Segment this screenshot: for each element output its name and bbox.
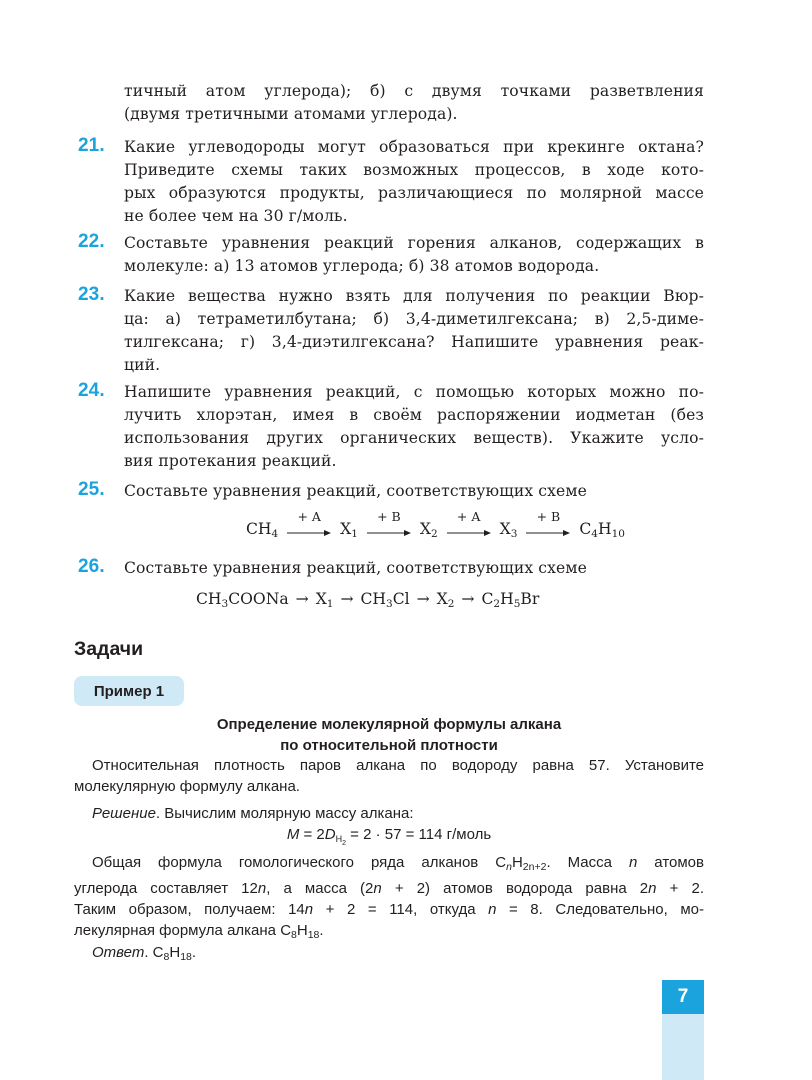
task-line: Составьте уравнения реакций, соответствующих схеме (124, 559, 587, 577)
task-21 (78, 136, 704, 228)
reagent-label: + A (456, 509, 481, 524)
answer-line: Ответ. $C_8H_{18}$. (92, 944, 197, 963)
task-line: молекуле: а) 13 атомов углерода; б) 38 атомов водорода. (124, 257, 600, 275)
paragraph-line: Общая формула гомологического ряда алканов $C_nH_{2n+2}$. Масса n атомов (92, 854, 704, 873)
task-number: 24. (78, 380, 105, 401)
task-number: 21. (78, 135, 105, 156)
task-26 (78, 557, 704, 580)
section-heading: Задачи (74, 638, 144, 660)
reaction-arrow (367, 509, 411, 537)
task-number: 25. (78, 479, 105, 500)
reagent-label: + B (536, 509, 561, 524)
paragraph-line: лекулярная формула алкана $C_8H_{18}$. (74, 922, 324, 941)
example-title-line-2: по относительной плотности (280, 737, 498, 754)
paragraph-line: Таким образом, получаем: 14n + 2 = 114, откуда n = 8. Следовательно, мо- (74, 901, 704, 918)
task-line: рых образуются продукты, различающиеся по молярной массе (124, 184, 704, 202)
reaction-scheme-26 (196, 590, 539, 610)
species: $X_3$ (499, 520, 518, 540)
solution-label: Решение (92, 805, 156, 822)
task-line: не более чем на 30 г/моль. (124, 207, 348, 225)
answer-label: Ответ (92, 944, 145, 961)
reaction-scheme-25 (246, 509, 625, 540)
task-23 (78, 285, 704, 377)
solution-text: . Вычислим молярную массу алкана: (155, 805, 414, 822)
task-line: Приведите схемы таких возможных процессов, в ходе кото- (124, 161, 704, 179)
species: $X_1$ (315, 590, 334, 610)
paragraph-line: углерода составляет 12n, а масса (2n + 2) атомов водорода равна 2n + 2. (74, 880, 704, 897)
problem-statement (74, 755, 704, 797)
species: $C_2H_5Br$ (481, 590, 540, 610)
problem-line-1: Относительная плотность паров алкана по водороду равна 57. Установите (92, 757, 704, 774)
task-line: ца: а) тетраметилбутана; б) 3,4-диметилгексана; в) 2,5-диме- (124, 310, 704, 328)
reaction-arrow: → (295, 590, 309, 608)
task-number: 23. (78, 284, 105, 305)
task-line: Составьте уравнения реакций, соответствующих схеме (124, 482, 587, 500)
species: $X_1$ (340, 520, 358, 540)
molar-mass-formula: $M = 2D_{H_2} = 2 \cdot 57 = 114$ г/моль (286, 826, 492, 847)
page-edge-strip (662, 1014, 704, 1080)
task-line: вия протекания реакций. (124, 452, 337, 470)
example-badge: Пример 1 (74, 676, 184, 706)
reagent-label: + A (297, 509, 321, 524)
task-line: ций. (124, 356, 161, 374)
task-25 (78, 480, 704, 503)
solution-line (74, 803, 704, 824)
task-line: тилгексана; г) 3,4-диэтилгексана? Напишите уравнения реак- (124, 333, 704, 351)
species: $X_2$ (436, 590, 455, 610)
task-line: Какие углеводороды могут образоваться при крекинге октана? (124, 138, 704, 156)
reaction-arrow (526, 509, 570, 537)
reaction-arrow: → (340, 590, 354, 608)
reaction-arrow: → (416, 590, 430, 608)
species: $C_4H_{10}$ (579, 520, 625, 540)
task-number: 26. (78, 556, 105, 577)
task-22 (78, 232, 704, 278)
task-24 (78, 381, 704, 473)
task-line: лучить хлорэтан, имея в своём распоряжении иодметан (без (124, 406, 704, 424)
page-number: 7 (662, 980, 704, 1014)
task-number: 22. (78, 231, 105, 252)
reaction-arrow (447, 509, 491, 537)
intro-paragraph (124, 80, 704, 126)
species: $X_2$ (419, 520, 438, 540)
intro-line-2: (двумя третичными атомами углерода). (124, 105, 458, 123)
task-line: Какие вещества нужно взять для получения по реакции Вюр- (124, 287, 704, 305)
reaction-arrow: → (461, 590, 475, 608)
task-line: Напишите уравнения реакций, с помощью которых можно по- (124, 383, 704, 401)
species: $CH_3Cl$ (360, 590, 410, 610)
species: $CH_3COONa$ (196, 590, 289, 610)
species: $CH_4$ (246, 520, 279, 540)
task-line: использования других органических веществ). Укажите усло- (124, 429, 704, 447)
intro-line-1: тичный атом углерода); б) с двумя точками разветвления (124, 82, 704, 100)
reagent-label: + B (377, 509, 401, 524)
general-formula-paragraph (74, 852, 704, 946)
reaction-arrow (287, 509, 331, 537)
example-title (74, 714, 704, 756)
task-line: Составьте уравнения реакций горения алканов, содержащих в (124, 234, 704, 252)
problem-line-2: молекулярную формулу алкана. (74, 778, 300, 795)
example-title-line-1: Определение молекулярной формулы алкана (216, 716, 562, 733)
